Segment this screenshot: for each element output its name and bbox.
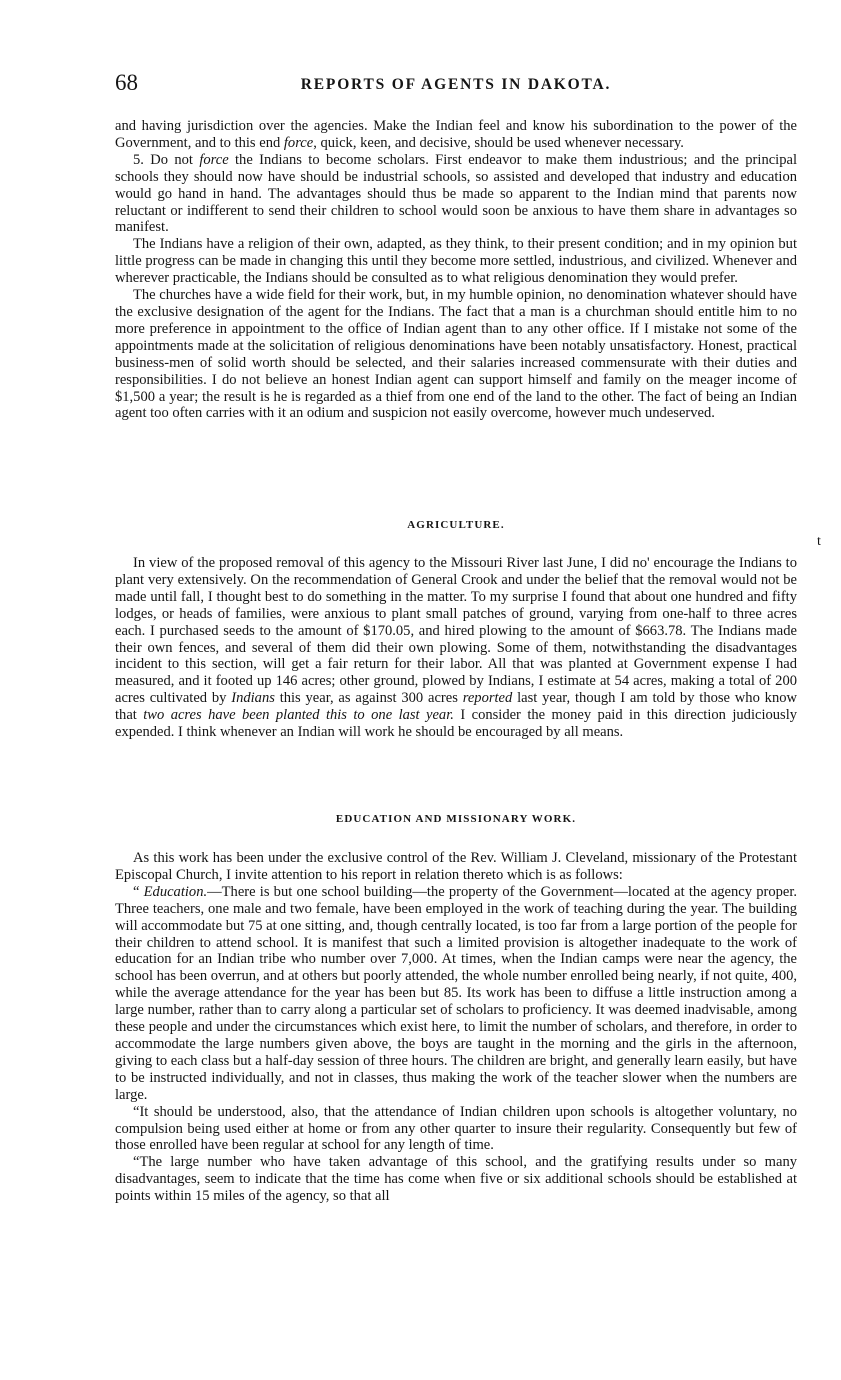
italic-text-run: force <box>199 151 229 168</box>
paragraph <box>115 118 797 152</box>
italic-text-run: reported <box>462 690 513 707</box>
paragraph <box>115 236 797 287</box>
text-run: , quick, keen, and decisive, should be used whenever necessary. <box>313 134 684 151</box>
paragraph <box>115 287 797 422</box>
italic-text-run: Indians <box>231 690 275 707</box>
page-number: 68 <box>115 70 138 95</box>
italic-text-run: Education. <box>143 883 208 900</box>
text-run: I consider the money paid in this direction judiciously expended. I think whenever an Indian will work he should be encouraged by all means. <box>115 707 798 741</box>
paragraph <box>115 1154 797 1205</box>
paragraph <box>115 850 797 884</box>
text-run: “The large number who have taken advantage of this school, and the gratifying results under so many disadvantages, seem to indicate that the time has come when five or six additional schools should be established at points within 15 miles of the agency, so that all <box>115 1154 797 1205</box>
education-heading: EDUCATION AND MISSIONARY WORK. <box>335 813 577 825</box>
margin-mark: t <box>817 534 821 549</box>
text-run: and having jurisdiction over the agencies. Make the Indian feel and know his subordination to the power of the Government, and to this end <box>115 118 797 151</box>
paragraph <box>115 1104 797 1155</box>
text-run: The Indians have a religion of their own, adapted, as they think, to their present condition; and in my opinion but little progress can be made in changing this until they become more settled, industrious, and civilized. Whenever and wherever practicable, the Indians should be consulted as to what religious denomination they would prefer. <box>115 236 797 287</box>
intro-text-block <box>115 118 797 422</box>
education-section-heading-wrap <box>115 813 797 825</box>
text-run: The churches have a wide field for their work, but, in my humble opinion, no denomination whatever should have the exclusive designation of the agent for the Indians. The fact that a man is a churchman should entitle him to no more preference in appointment to the office of Indian agent than to any other office. If I mistake not some of the appointments made at the solicitation of religious denominations have been notably unsatisfactory. Honest, practical business-men of solid worth should be selected, and their salaries increased commensurate with their duties and responsibilities. I do not believe an honest Indian agent can support himself and family on the meager income of $1,500 a year; the result is he is regarded as a thief from one end of the land to the other. The fact of being an Indian agent too often carries with it an odium and suspicion not easily overcome, however much undeserved. <box>115 287 797 422</box>
education-text-block <box>115 850 797 1205</box>
text-run: “ <box>133 883 144 900</box>
running-title: REPORTS OF AGENTS IN DAKOTA. <box>300 76 612 93</box>
text-run: the Indians to become scholars. First endeavor to make them industrious; and the principal schools they should now have should be industrial schools, so assisted and developed that industry and education would go hand in hand. The advantages should thus be made so apparent to the Indian mind that parents now reluctant or indifferent to send their children to school would soon be anxious to have them share in advantages so manifest. <box>115 151 797 236</box>
page-header <box>115 70 797 104</box>
agriculture-heading: AGRICULTURE. <box>407 519 505 531</box>
text-run: —There is but one school building—the property of the Government—located at the agency proper. Three teachers, one male and two female, have been employed in the work of teaching during the year. The building will accommodate but 75 at one sitting, and, though centrally located, is too far from a large portion of the people for their children to attend school. It is manifest that such a limited provision is altogether inadequate to the work of education for an Indian tribe who number over 7,000. At times, when the Indian camps were near the agency, the school has been overrun, and at others but poorly attended, the whole number enrolled being nearly, if not quite, 400, while the average attendance for the year has been but 85. Its work has been to diffuse a little instruction among a large number, rather than to carry along a particular set of scholars to proficiency. It was deemed inadvisable, among these people and under the circumstances which exist here, to limit the number of scholars, and therefore, in order to accommodate the large numbers given above, the boys are taught in the morning and the girls in the afternoon, giving to each class but a half-day session of three hours. The children are bright, and generally learn easily, but have to be instructed individually, and not in classes, thus making the work of the teacher slower when the numbers are large. <box>115 883 798 1103</box>
text-run: last year, though I am told by those who know that <box>115 690 797 724</box>
text-run: 5. Do not <box>133 151 200 168</box>
agriculture-text-block <box>115 555 797 741</box>
paragraph <box>115 152 797 237</box>
text-run: “It should be understood, also, that the attendance of Indian children upon schools is altogether voluntary, no compulsion being used either at home or from any other quarter to insure their regularity. Consequently but few of those enrolled have been regular at school for any length of time. <box>115 1103 797 1154</box>
agriculture-section-heading-wrap <box>115 519 797 531</box>
paragraph <box>115 555 797 741</box>
italic-text-run: two acres have been planted this to one last year. <box>143 707 454 724</box>
text-run: As this work has been under the exclusive control of the Rev. William J. Cleveland, missionary of the Protestant Episcopal Church, I invite attention to his report in relation thereto which is as follows: <box>115 850 797 883</box>
text-run: this year, as against 300 acres <box>274 690 463 707</box>
paragraph <box>115 884 797 1104</box>
italic-text-run: force <box>283 134 314 151</box>
text-run: In view of the proposed removal of this agency to the Missouri River last June, I did no' encourage the Indians to plant very extensively. On the recommendation of General Crook and under the belief that the removal would not be made until fall, I thought best to do something in the matter. To my surprise I found that about one hundred and fifty lodges, or heads of families, were anxious to plant small patches of ground, varying from one-half to three acres each. I purchased seeds to the amount of $170.05, and hired plowing to the amount of $663.78. The Indians made their own fences, and several of them did their own plowing. Some of them, notwithstanding the disadvantages incident to this section, will get a fair return for their labor. All that was planted at Government expense I had measured, and it footed up 146 acres; other ground, plowed by Indians, I estimate at 54 acres, making a total of 200 acres cultivated by <box>115 555 797 707</box>
